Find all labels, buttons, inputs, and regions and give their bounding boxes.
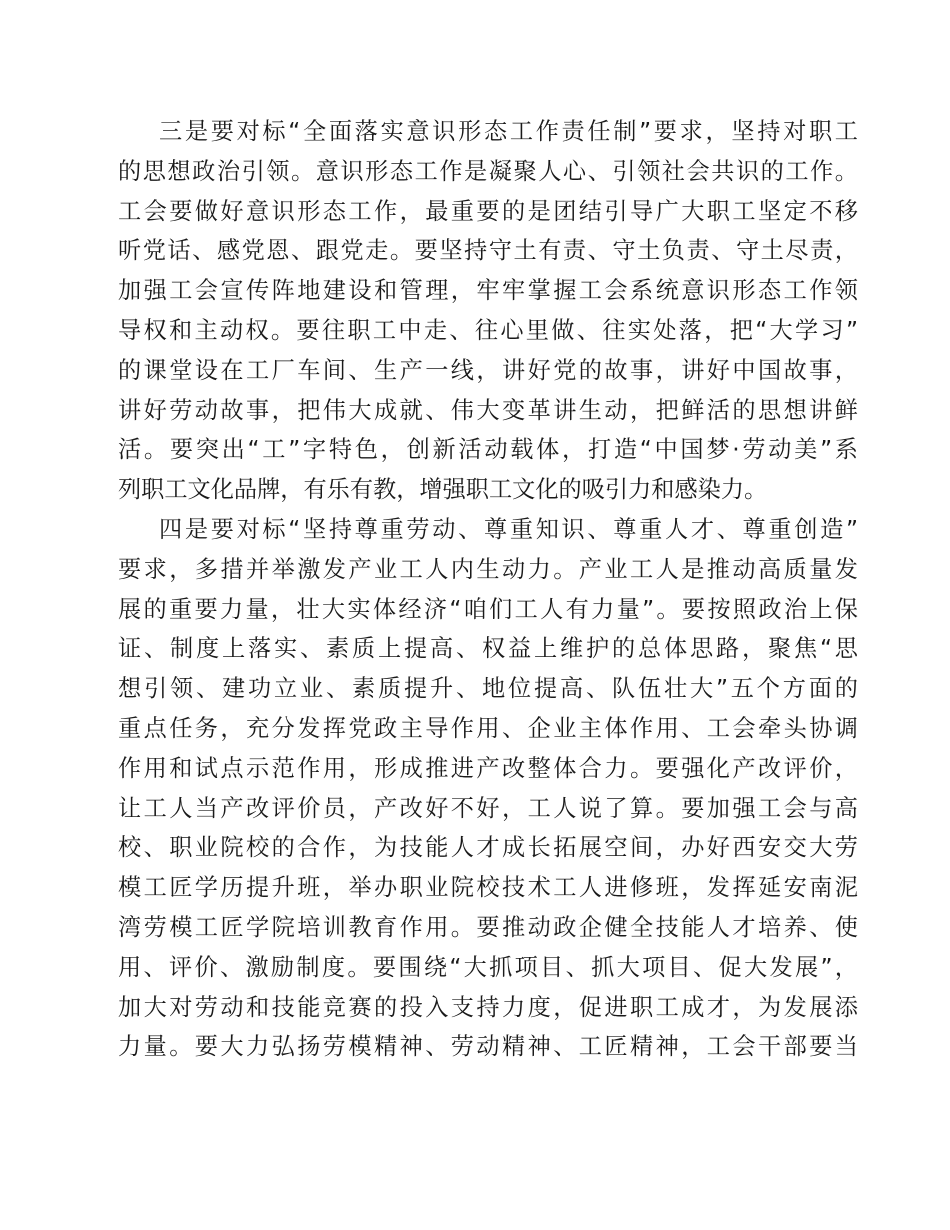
text-line: 要求，多措并举激发产业工人内生动力。产业工人是推动高质量发 xyxy=(118,555,858,583)
text-line: 工会要做好意识形态工作，最重要的是团结引导广大职工坚定不移 xyxy=(118,197,858,225)
text-line: 模工匠学历提升班，举办职业院校技术工人进修班，发挥延安南泥 xyxy=(118,874,858,902)
text-line: 让工人当产改评价员，产改好不好，工人说了算。要加强工会与高 xyxy=(118,794,858,822)
text-line: 重点任务，充分发挥党政主导作用、企业主体作用、工会牵头协调 xyxy=(118,714,858,742)
text-line: 湾劳模工匠学院培训教育作用。要推动政企健全技能人才培养、使 xyxy=(118,913,858,941)
text-line: 的思想政治引领。意识形态工作是凝聚人心、引领社会共识的工作。 xyxy=(118,157,858,185)
text-line: 讲好劳动故事，把伟大成就、伟大变革讲生动，把鲜活的思想讲鲜 xyxy=(118,396,858,424)
text-line: 四是要对标“坚持尊重劳动、尊重知识、尊重人才、尊重创造” xyxy=(159,515,858,543)
text-line: 想引领、建功立业、素质提升、地位提高、队伍壮大”五个方面的 xyxy=(118,675,858,703)
paragraph-4 xyxy=(118,510,858,1067)
text-line: 听党话、感党恩、跟党走。要坚持守土有责、守土负责、守土尽责， xyxy=(118,237,858,265)
body-text xyxy=(118,112,858,1067)
text-line: 校、职业院校的合作，为技能人才成长拓展空间，办好西安交大劳 xyxy=(118,834,858,862)
text-line: 力量。要大力弘扬劳模精神、劳动精神、工匠精神，工会干部要当 xyxy=(118,1033,858,1061)
text-line: 活。要突出“工”字特色，创新活动载体，打造“中国梦·劳动美”系 xyxy=(118,436,858,464)
text-line: 展的重要力量，壮大实体经济“咱们工人有力量”。要按照政治上保 xyxy=(118,595,858,623)
text-line: 作用和试点示范作用，形成推进产改整体合力。要强化产改评价， xyxy=(118,754,858,782)
text-line: 用、评价、激励制度。要围绕“大抓项目、抓大项目、促大发展”， xyxy=(118,953,858,981)
text-line: 证、制度上落实、素质上提高、权益上维护的总体思路，聚焦“思 xyxy=(118,635,858,663)
paragraph-3 xyxy=(118,112,858,510)
text-line: 三是要对标“全面落实意识形态工作责任制”要求，坚持对职工 xyxy=(159,118,858,145)
text-line: 加大对劳动和技能竞赛的投入支持力度，促进职工成才，为发展添 xyxy=(118,993,858,1021)
text-line: 列职工文化品牌，有乐有教，增强职工文化的吸引力和感染力。 xyxy=(118,476,768,504)
text-line: 导权和主动权。要往职工中走、往心里做、往实处落，把“大学习” xyxy=(118,316,858,344)
text-line: 的课堂设在工厂车间、生产一线，讲好党的故事，讲好中国故事， xyxy=(118,356,858,384)
text-line: 加强工会宣传阵地建设和管理，牢牢掌握工会系统意识形态工作领 xyxy=(118,277,858,305)
